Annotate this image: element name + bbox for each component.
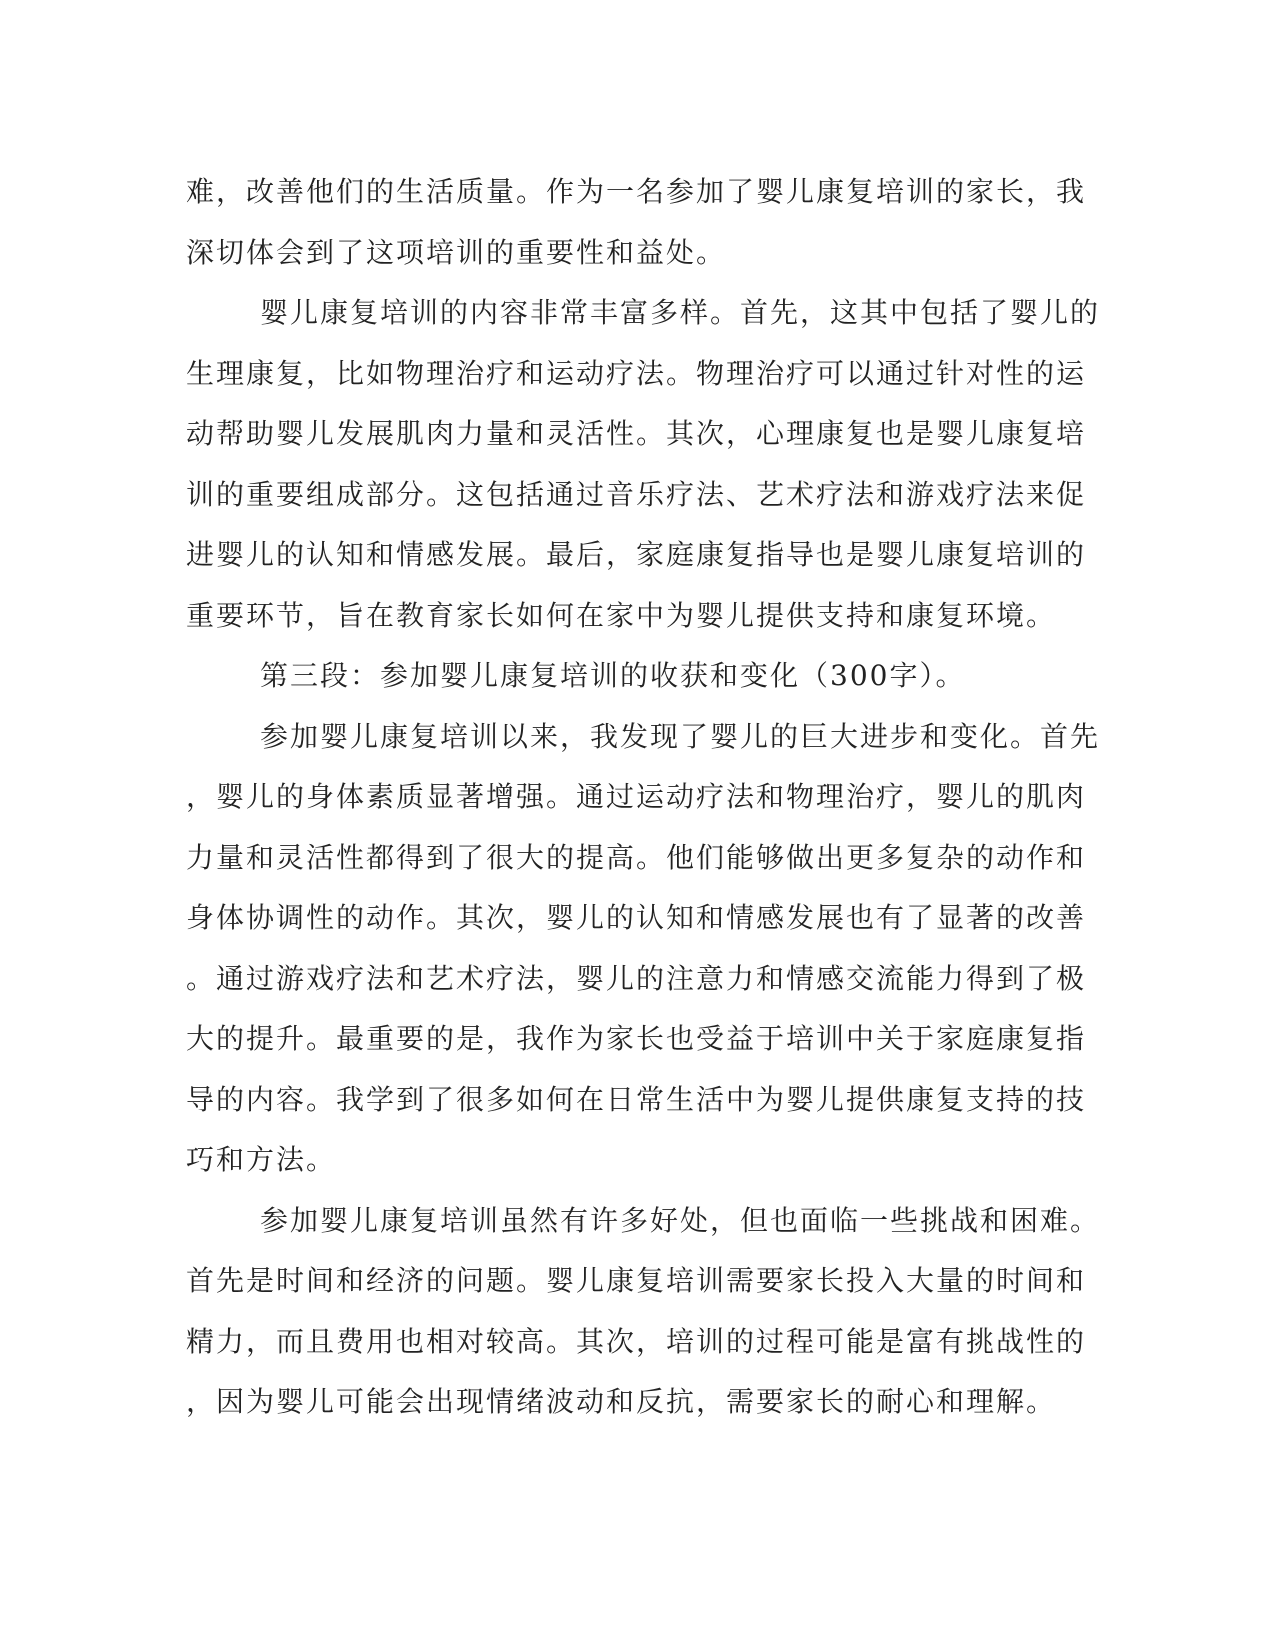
paragraph xyxy=(186,707,1101,1191)
text-line: 训的重要组成部分。这包括通过音乐疗法、艺术疗法和游戏疗法来促 xyxy=(186,477,1087,511)
text-line: 进婴儿的认知和情感发展。最后，家庭康复指导也是婴儿康复培训的 xyxy=(186,538,1087,571)
text-line: 难，改善他们的生活质量。作为一名参加了婴儿康复培训的家长，我 xyxy=(186,175,1087,208)
text-line: 。通过游戏疗法和艺术疗法，婴儿的注意力和情感交流能力得到了极 xyxy=(186,961,1087,995)
text-line: 第三段：参加婴儿康复培训的收获和变化（300字）。 xyxy=(260,659,966,692)
text-line: 参加婴儿康复培训以来，我发现了婴儿的巨大进步和变化。首先 xyxy=(260,719,1101,753)
text-line: 精力，而且费用也相对较高。其次，培训的过程可能是富有挑战性的 xyxy=(186,1324,1087,1358)
text-line: 参加婴儿康复培训虽然有许多好处，但也面临一些挑战和困难。 xyxy=(260,1203,1101,1237)
text-line: ，婴儿的身体素质显著增强。通过运动疗法和物理治疗，婴儿的肌肉 xyxy=(186,780,1087,813)
text-line: 大的提升。最重要的是，我作为家长也受益于培训中关于家庭康复指 xyxy=(186,1022,1087,1055)
paragraph xyxy=(186,162,1087,283)
text-line: 重要环节，旨在教育家长如何在家中为婴儿提供支持和康复环境。 xyxy=(186,598,1057,632)
text-line: 首先是时间和经济的问题。婴儿康复培训需要家长投入大量的时间和 xyxy=(186,1264,1087,1297)
paragraph xyxy=(186,283,1101,646)
paragraph xyxy=(186,1191,1101,1433)
text-line: 生理康复，比如物理治疗和运动疗法。物理治疗可以通过针对性的运 xyxy=(186,356,1087,390)
text-line: 身体协调性的动作。其次，婴儿的认知和情感发展也有了显著的改善 xyxy=(186,901,1087,934)
text-line: 婴儿康复培训的内容非常丰富多样。首先，这其中包括了婴儿的 xyxy=(260,296,1101,329)
text-line: ，因为婴儿可能会出现情绪波动和反抗，需要家长的耐心和理解。 xyxy=(186,1385,1057,1418)
text-line: 力量和灵活性都得到了很大的提高。他们能够做出更多复杂的动作和 xyxy=(186,840,1087,874)
text-line: 动帮助婴儿发展肌肉力量和灵活性。其次，心理康复也是婴儿康复培 xyxy=(186,417,1087,450)
text-line: 巧和方法。 xyxy=(186,1143,337,1176)
document-body xyxy=(186,162,1101,1433)
text-line: 导的内容。我学到了很多如何在日常生活中为婴儿提供康复支持的技 xyxy=(186,1082,1087,1116)
text-line: 深切体会到了这项培训的重要性和益处。 xyxy=(186,235,727,269)
section-heading xyxy=(186,646,1066,707)
